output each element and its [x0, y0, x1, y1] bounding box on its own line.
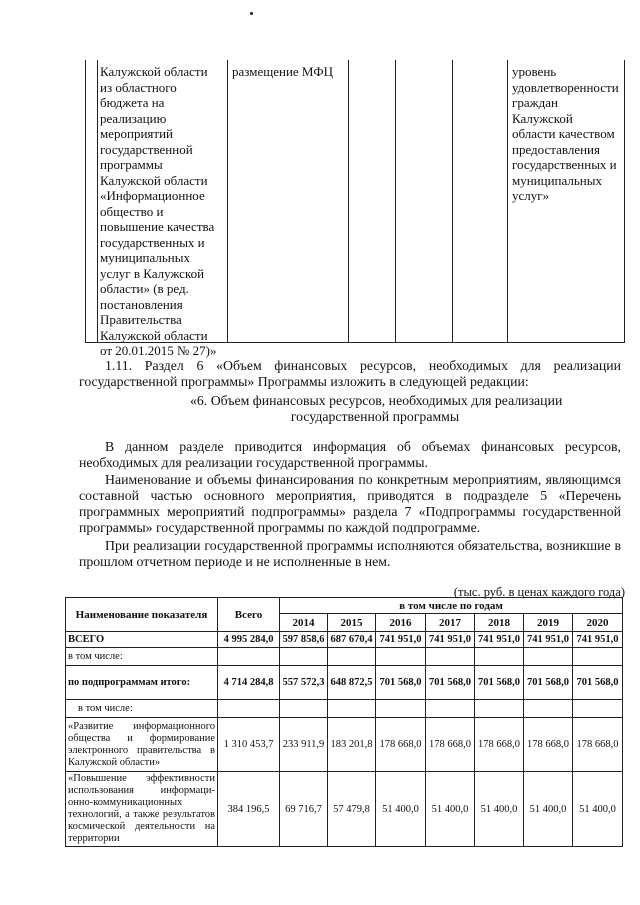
indicator-line: услуг»	[512, 188, 550, 203]
year-value-cell: 178 668,0	[475, 718, 524, 772]
total-cell: 384 196,5	[218, 772, 280, 847]
year-value-cell: 183 201,8	[328, 718, 376, 772]
year-value-cell: 233 911,9	[280, 718, 328, 772]
header-total: Всего	[218, 598, 280, 632]
empty-cell	[218, 648, 280, 666]
measure-action: размещение МФЦ	[232, 64, 333, 79]
year-value-cell: 701 568,0	[524, 666, 573, 700]
table-row	[66, 666, 623, 700]
description-line: постановления	[100, 296, 183, 312]
description-line: государственных и	[100, 234, 205, 250]
year-header: 2018	[475, 614, 524, 632]
row-label: ВСЕГО	[66, 632, 218, 648]
row-label: «Развитие информационного общества и формирование электронного правительства в Калужской области»	[66, 718, 218, 772]
total-cell: 4 995 284,0	[218, 632, 280, 648]
row-label: «Повышение эффективности использования информаци-онно-коммуникационных технологий, а также результатов космической деятельности на территории	[66, 772, 218, 847]
year-value-cell: 648 872,5	[328, 666, 376, 700]
year-value-cell: 741 951,0	[475, 632, 524, 648]
year-value-cell: 57 479,8	[328, 772, 376, 847]
year-value-cell: 178 668,0	[376, 718, 426, 772]
year-value-cell: 701 568,0	[573, 666, 623, 700]
year-value-cell: 51 400,0	[524, 772, 573, 847]
finance-table	[65, 597, 623, 847]
description-line: области» (в ред.	[100, 281, 189, 296]
empty-cell	[426, 700, 475, 718]
table-row	[66, 718, 623, 772]
empty-cell	[475, 700, 524, 718]
description-line: Калужской области	[100, 327, 208, 343]
description-line: реализацию	[100, 110, 167, 126]
description-line: «Информационное	[100, 188, 205, 203]
year-value-cell: 51 400,0	[376, 772, 426, 847]
description-line: государственной	[100, 141, 193, 157]
header-indicator: Наименование показателя	[66, 598, 218, 632]
year-value-cell: 178 668,0	[524, 718, 573, 772]
empty-cell	[573, 648, 623, 666]
empty-cell	[376, 648, 426, 666]
empty-cell	[328, 648, 376, 666]
header-years-group: в том числе по годам	[280, 598, 623, 614]
table-row	[66, 772, 623, 847]
year-value-cell: 687 670,4	[328, 632, 376, 648]
year-value-cell: 178 668,0	[573, 718, 623, 772]
year-value-cell: 741 951,0	[376, 632, 426, 648]
year-header: 2015	[328, 614, 376, 632]
year-value-cell: 741 951,0	[426, 632, 475, 648]
description-line: мероприятий	[100, 126, 173, 141]
empty-cell	[280, 700, 328, 718]
units-note: (тыс. руб. в ценах каждого года)	[453, 585, 625, 599]
indicator-line: уровень	[512, 64, 557, 79]
year-value-cell: 51 400,0	[475, 772, 524, 847]
empty-cell	[328, 700, 376, 718]
year-header: 2017	[426, 614, 475, 632]
scan-dot	[250, 12, 253, 15]
year-header: 2016	[376, 614, 426, 632]
total-cell: 4 714 284,8	[218, 666, 280, 700]
paragraph-1-11: 1.11. Раздел 6 «Объем финансовых ресурсов, необходимых для реализации государственной программы» Программы изложить в следующей редакции:	[79, 358, 621, 389]
description-line: услуг в Калужской	[100, 265, 205, 281]
indicator-line: Калужской	[512, 110, 573, 126]
description-line: программы	[100, 157, 163, 172]
year-value-cell: 557 572,3	[280, 666, 328, 700]
year-value-cell: 741 951,0	[524, 632, 573, 648]
section-title-line2: государственной программы	[290, 409, 460, 424]
year-header: 2019	[524, 614, 573, 632]
description-line: повышение качества	[100, 219, 215, 234]
measure-description	[100, 64, 223, 359]
paragraph-obligations: При реализации государственной программы исполняются обязательства, возникшие в прошлом отчетном периоде и не исполненные в нем.	[79, 538, 621, 569]
description-line: бюджета на	[100, 95, 165, 110]
row-label: в том числе:	[66, 700, 218, 718]
indicator-line: области качеством	[512, 126, 615, 141]
description-line: от 20.01.2015 № 27)»	[100, 343, 217, 358]
description-line: из областного	[100, 79, 177, 95]
measure-indicator	[512, 64, 622, 204]
description-line: Правительства	[100, 312, 182, 327]
year-value-cell: 597 858,6	[280, 632, 328, 648]
empty-cell	[426, 648, 475, 666]
indicator-line: удовлетворенности	[512, 79, 619, 95]
indicator-line: граждан	[512, 95, 558, 110]
description-line: муниципальных	[100, 250, 191, 265]
year-value-cell: 69 716,7	[280, 772, 328, 847]
empty-cell	[573, 700, 623, 718]
year-header: 2020	[573, 614, 623, 632]
row-label: по подпрограммам итого:	[66, 666, 218, 700]
empty-cell	[376, 700, 426, 718]
year-value-cell: 701 568,0	[376, 666, 426, 700]
indicator-line: государственных и	[512, 157, 617, 172]
year-value-cell: 51 400,0	[573, 772, 623, 847]
paragraph-intro: В данном разделе приводится информация об объемах финансовых ресурсов, необходимых для реализации государственной программы.	[79, 439, 621, 470]
table-row	[66, 700, 623, 718]
paragraph-details: Наименование и объемы финансирования по конкретным мероприятиям, являющимся составной частью основного мероприятия, приводятся в подразделе 5 «Перечень программных мероприятий подпрограммы» раздела 7 «Подпрограммы государственной программы» государственной программы по каждой подпрограмме.	[79, 472, 621, 535]
description-line: Калужской области	[100, 172, 208, 188]
empty-cell	[280, 648, 328, 666]
year-header: 2014	[280, 614, 328, 632]
empty-cell	[524, 648, 573, 666]
year-value-cell: 701 568,0	[426, 666, 475, 700]
empty-cell	[475, 648, 524, 666]
section-title-line1: «6. Объем финансовых ресурсов, необходимых для реализации	[190, 393, 563, 408]
year-value-cell: 178 668,0	[426, 718, 475, 772]
description-line: Калужской области	[100, 64, 208, 79]
empty-cell	[218, 700, 280, 718]
empty-cell	[524, 700, 573, 718]
year-value-cell: 701 568,0	[475, 666, 524, 700]
table-row	[66, 632, 623, 648]
year-value-cell: 741 951,0	[573, 632, 623, 648]
continuation-table	[85, 60, 625, 358]
total-cell: 1 310 453,7	[218, 718, 280, 772]
row-label: в том числе:	[66, 648, 218, 666]
year-value-cell: 51 400,0	[426, 772, 475, 847]
indicator-line: предоставления	[512, 141, 600, 157]
description-line: общество и	[100, 203, 164, 219]
table-row	[66, 648, 623, 666]
indicator-line: муниципальных	[512, 172, 603, 188]
